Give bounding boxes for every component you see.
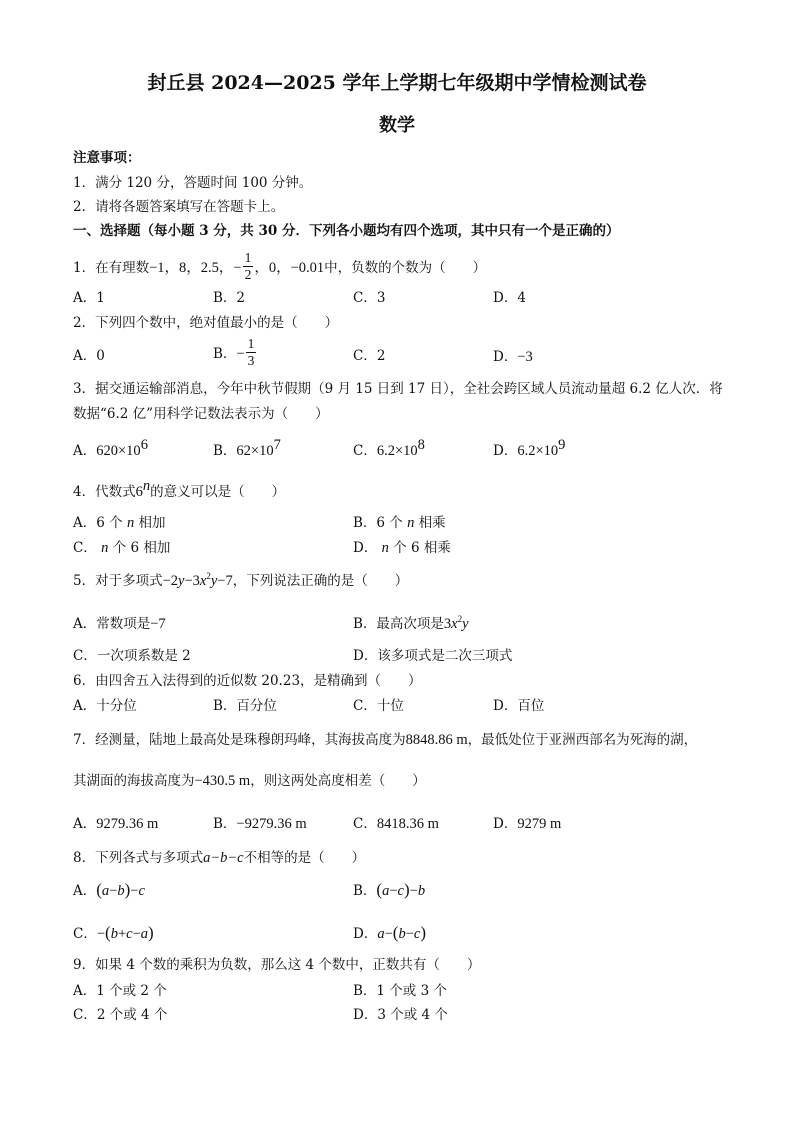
q3-c-exponent: 8 — [417, 437, 425, 453]
q7-l2-pre: 其湖面的海拔高度为 — [73, 773, 195, 789]
q1-prefix: 1．在有理数 — [73, 260, 150, 276]
q8-c-label: C． — [73, 926, 97, 942]
q3-a-base: 620×10 — [96, 443, 141, 459]
q7-b-value: −9279.36 m — [236, 816, 307, 832]
q3-d-base: 6.2×10 — [517, 443, 559, 459]
q1-option-a: A．1 — [73, 290, 105, 306]
q8-c-expr: −(b+c−a) — [96, 923, 154, 942]
q7-l1-post: ，最低处位于亚洲西部名为死海的湖， — [467, 732, 698, 748]
q8-option-c — [73, 924, 154, 942]
q7-a-value: 9279.36 m — [96, 816, 159, 832]
q6-option-b: B．百分位 — [213, 698, 277, 714]
question-7-line-2 — [73, 774, 426, 789]
q1-option-c: C．3 — [353, 290, 386, 306]
question-7-line-1 — [73, 733, 697, 748]
q3-b-base: 62×10 — [236, 443, 274, 459]
q4-d-pre: D． — [353, 540, 378, 556]
q2-option-a: A．0 — [73, 348, 105, 364]
q4-option-c — [73, 541, 170, 556]
question-2-stem: 2．下列四个数中，绝对值最小的是（ ） — [73, 315, 339, 331]
q4-d-post: 个 6 相乘 — [393, 540, 451, 556]
q5-option-d: D．该多项式是二次三项式 — [353, 648, 513, 664]
q4-b-pre: B．6 个 — [353, 515, 403, 531]
q2-b-fraction — [246, 336, 257, 369]
q3-a-label: A． — [73, 443, 97, 459]
q9-option-a: A．1 个或 2 个 — [73, 983, 167, 999]
q7-l2-value: −430.5 m — [194, 773, 251, 789]
q4-b-var: n — [407, 515, 415, 531]
q9-option-c: C．2 个或 4 个 — [73, 1007, 168, 1023]
q8-d-expr: a−(b−c) — [377, 923, 426, 942]
q2-option-b — [213, 338, 257, 371]
q1-mid: ，0， — [254, 260, 291, 276]
q9-option-d: D．3 个或 4 个 — [353, 1007, 448, 1023]
q1-option-b: B．2 — [213, 290, 246, 306]
q2-b-label: B． — [213, 346, 237, 362]
question-9-stem: 9．如果 4 个数的乘积为负数，那么这 4 个数中，正数共有（ ） — [73, 957, 481, 973]
q4-option-d — [353, 541, 451, 556]
q8-b-label: B． — [353, 883, 377, 899]
q3-c-label: C． — [353, 443, 377, 459]
q7-c-label: C． — [353, 816, 377, 832]
notes-heading: 注意事项： — [73, 150, 141, 166]
q5-suffix: ，下列说法正确的是（ ） — [232, 573, 409, 589]
question-8-stem — [73, 851, 365, 866]
q1-numbers: −1，8，2.5，− — [149, 260, 242, 276]
q7-option-a — [73, 817, 158, 832]
q4-suffix: 的意义可以是（ ） — [150, 484, 286, 500]
section-heading: 一、选择题（每小题 3 分，共 30 分．下列各小题均有四个选项，其中只有一个是正确的） — [73, 223, 620, 239]
q8-option-b — [353, 881, 425, 899]
q5-prefix: 5．对于多项式 — [73, 573, 163, 589]
q2-option-c: C．2 — [353, 348, 386, 364]
q4-a-post: 相加 — [138, 515, 166, 531]
q8-option-d — [353, 924, 426, 942]
q7-option-b — [213, 817, 307, 832]
q1-fraction — [243, 250, 254, 283]
question-1-stem — [73, 252, 486, 285]
question-3-line-2: 数据“6.2 亿”用科学记数法表示为（ ） — [73, 406, 329, 422]
q8-a-label: A． — [73, 883, 97, 899]
question-3-line-1: 3．据交通运输部消息，今年中秋节假期（9 月 15 日到 17 日），全社会跨区域人员流动量超 6.2 亿人次．将 — [73, 381, 723, 397]
q3-d-exponent: 9 — [558, 437, 566, 453]
q3-d-label: D． — [493, 443, 518, 459]
q4-option-a — [73, 516, 165, 531]
q6-option-c: C．十位 — [353, 698, 404, 714]
q7-d-label: D． — [493, 816, 518, 832]
q8-d-label: D． — [353, 926, 378, 942]
q5-polynomial: $-2y-3x^2y-7$ — [162, 571, 233, 589]
q5-option-c: C．一次项系数是 2 — [73, 648, 191, 664]
q7-option-d — [493, 817, 561, 832]
q4-base: 6 — [135, 484, 143, 500]
q7-option-c — [353, 817, 439, 832]
exam-title: 封丘县 2024—2025 学年上学期七年级期中学情检测试卷 — [147, 72, 647, 94]
q8-option-a — [73, 881, 145, 899]
subject-title: 数学 — [379, 115, 415, 136]
q2-b-numerator: 1 — [247, 336, 255, 351]
q4-c-var: n — [101, 540, 109, 556]
q1-frac-denominator: 2 — [244, 267, 252, 282]
q5-option-a — [73, 617, 166, 632]
note-item-1: 1．满分 120 分，答题时间 100 分钟。 — [73, 175, 313, 191]
q6-option-a: A．十分位 — [73, 698, 137, 714]
q2-d-label: D． — [493, 349, 518, 365]
q7-l1-pre: 7．经测量，陆地上最高处是珠穆朗玛峰，其海拔高度为 — [73, 732, 406, 748]
q3-option-d — [493, 437, 566, 459]
q7-d-value: 9279 m — [517, 816, 562, 832]
q4-a-var: n — [126, 515, 135, 531]
q7-c-value: 8418.36 m — [376, 816, 439, 832]
q6-option-d: D．百位 — [493, 698, 545, 714]
q8-b-expr: (a−c)−b — [376, 880, 426, 899]
q5-option-b — [353, 614, 469, 632]
q8-suffix: 不相等的是（ ） — [243, 850, 366, 866]
q7-l1-value: 8848.86 m — [405, 732, 468, 748]
q1-frac-numerator: 1 — [244, 250, 252, 265]
q3-option-a — [73, 437, 148, 459]
q5-b-text: B．最高次项是 — [353, 616, 444, 632]
note-item-2: 2．请将各题答案填写在答题卡上。 — [73, 199, 285, 215]
q3-option-b — [213, 437, 281, 459]
question-4-stem — [73, 478, 286, 500]
q8-prefix: 8．下列各式与多项式 — [73, 850, 204, 866]
q4-option-b — [353, 516, 446, 531]
q7-b-label: B． — [213, 816, 237, 832]
q3-b-label: B． — [213, 443, 237, 459]
question-6-stem: 6．由四舍五入法得到的近似数 20.23，是精确到（ ） — [73, 673, 422, 689]
q8-a-expr: (a−b)−c — [96, 880, 145, 899]
q3-option-c — [353, 437, 425, 459]
q4-b-post: 相乘 — [418, 515, 446, 531]
q2-option-d — [493, 350, 533, 365]
q3-a-exponent: 6 — [140, 437, 148, 453]
q2-b-sign: − — [236, 346, 245, 362]
q5-a-text: A．常数项是 — [73, 616, 151, 632]
q4-a-pre: A．6 个 — [73, 515, 123, 531]
q5-a-value: −7 — [150, 616, 166, 632]
q7-l2-post: ，则这两处高度相差（ ） — [250, 773, 426, 789]
q1-suffix: 中，负数的个数为（ ） — [324, 260, 487, 276]
q1-option-d: D．4 — [493, 290, 526, 306]
question-5-stem — [73, 571, 409, 589]
q7-a-label: A． — [73, 816, 97, 832]
q2-b-denominator: 3 — [247, 353, 255, 368]
q4-exponent: n — [142, 478, 151, 494]
q1-last: −0.01 — [290, 260, 325, 276]
q8-polynomial: a−b−c — [203, 850, 244, 866]
q4-c-pre: C． — [73, 540, 97, 556]
q4-c-post: 个 6 相加 — [112, 540, 171, 556]
q4-d-var: n — [381, 540, 389, 556]
q5-b-term: $3x^2y$ — [443, 614, 469, 632]
q9-option-b: B．1 个或 3 个 — [353, 983, 447, 999]
q3-c-base: 6.2×10 — [376, 443, 418, 459]
q2-d-value: −3 — [517, 349, 533, 365]
q4-prefix: 4．代数式 — [73, 484, 136, 500]
q3-b-exponent: 7 — [273, 437, 281, 453]
